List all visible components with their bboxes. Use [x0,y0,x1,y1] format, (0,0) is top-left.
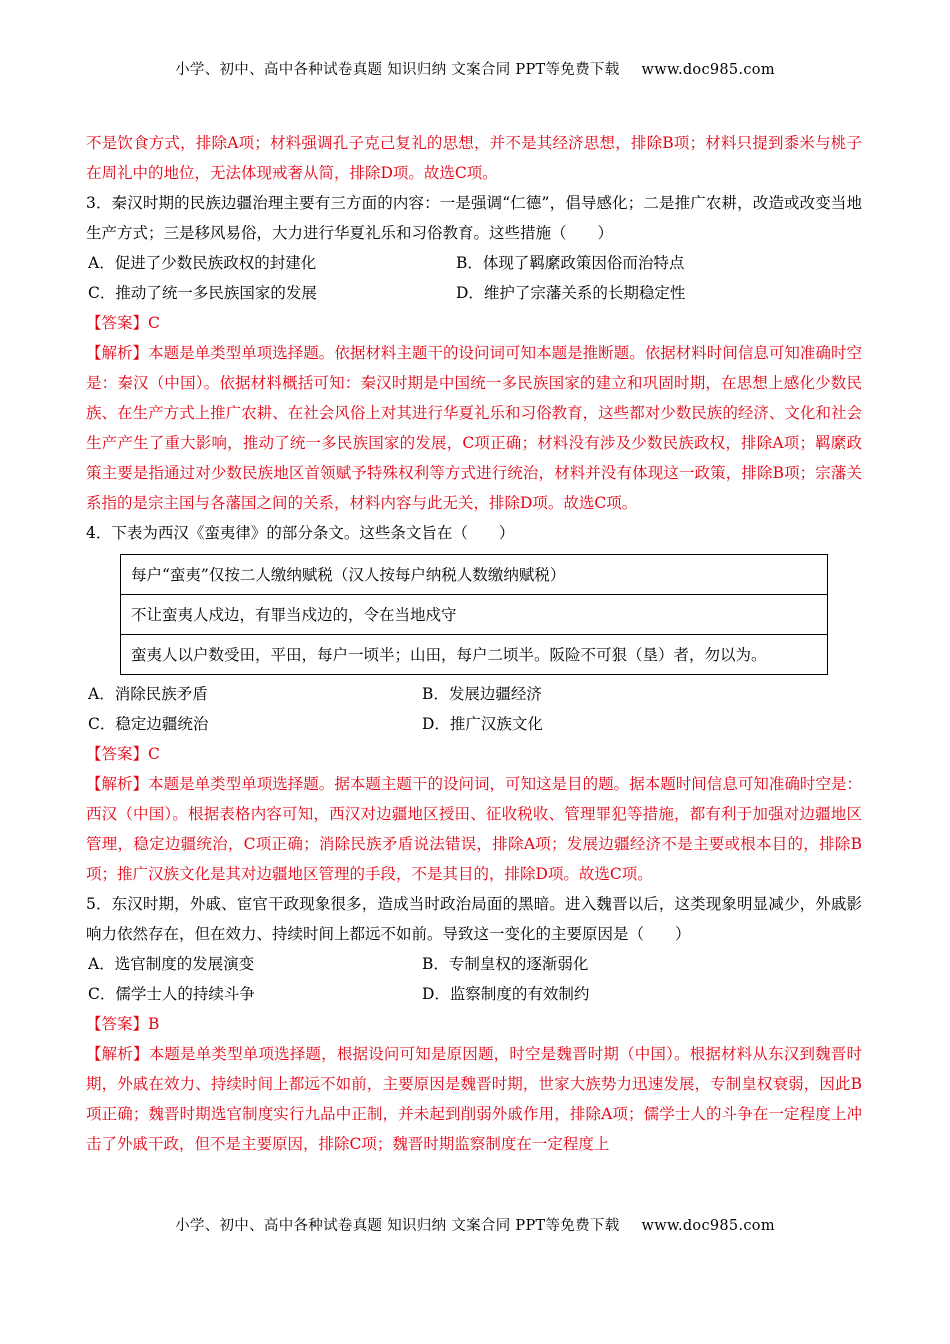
q4-answer: 【答案】C [86,745,160,763]
q5-option-b: B．专制皇权的逐渐弱化 [422,955,589,973]
q5-option-c: C．儒学士人的持续斗争 [88,985,255,1003]
q3-answer: 【答案】C [86,314,160,332]
table-cell: 不让蛮夷人戍边，有罪当戍边的，令在当地戍守 [121,595,828,635]
page-header [0,58,950,79]
q5-option-a: A．选官制度的发展演变 [88,955,255,973]
q4-law-table [120,554,828,675]
q4-options-row-2 [86,709,862,739]
q4-options-row-1 [86,679,862,709]
q3-option-d: D．维护了宗藩关系的长期稳定性 [456,284,686,302]
q4-analysis: 【解析】本题是单类型单项选择题。据本题主题干的设问词，可知这是目的题。据本题时间信息可知准确时空是：西汉（中国）。根据表格内容可知，西汉对边疆地区授田、征收税收、管理罪犯等措施，都有利于加强对边疆地区管理，稳定边疆统治，C项正确；消除民族矛盾说法错误，排除A项；发展边疆经济不是主要或根本目的，排除B项；推广汉族文化是其对边疆地区管理的手段，不是其目的，排除D项。故选C项。 [86,775,862,883]
q4-stem: 4．下表为西汉《蛮夷律》的部分条文。这些条文旨在（ ） [86,524,515,542]
table-cell: 每户“蛮夷”仅按二人缴纳赋税（汉人按每户纳税人数缴纳赋税） [121,555,828,595]
footer-site-link[interactable]: www.doc985.com [641,1218,775,1234]
q3-options-row-2 [86,278,862,308]
q3-option-c: C．推动了统一多民族国家的发展 [88,284,317,302]
q3-option-a: A．促进了少数民族政权的封建化 [88,254,317,272]
q5-options-row-2 [86,979,862,1009]
footer-text: 小学、初中、高中各种试卷真题 知识归纳 文案合同 PPT等免费下载 [175,1218,620,1234]
q4-option-b: B．发展边疆经济 [422,685,542,703]
header-text: 小学、初中、高中各种试卷真题 知识归纳 文案合同 PPT等免费下载 [175,62,620,78]
table-cell: 蛮夷人以户数受田，平田，每户一顷半；山田，每户二顷半。阪险不可狠（垦）者，勿以为。 [121,635,828,675]
q3-options-row-1 [86,248,862,278]
header-site-link[interactable]: www.doc985.com [641,62,775,78]
q5-options-row-1 [86,949,862,979]
table-row [121,595,828,635]
q5-stem: 5．东汉时期，外戚、宦官干政现象很多，造成当时政治局面的黑暗。进入魏晋以后，这类现象明显减少，外戚影响力依然存在，但在效力、持续时间上都远不如前。导致这一变化的主要原因是（ ） [86,895,862,943]
page-footer [0,1214,950,1235]
document-body [86,128,862,1159]
q4-option-a: A．消除民族矛盾 [88,685,208,703]
table-row [121,635,828,675]
q5-answer: 【答案】B [86,1015,160,1033]
table-row [121,555,828,595]
q3-stem: 3．秦汉时期的民族边疆治理主要有三方面的内容：一是强调“仁德”，倡导感化；二是推广农耕，改造或改变当地生产方式；三是移风易俗，大力进行华夏礼乐和习俗教育。这些措施（ ） [86,194,862,242]
q3-analysis: 【解析】本题是单类型单项选择题。依据材料主题干的设问词可知本题是推断题。依据材料时间信息可知准确时空是：秦汉（中国）。依据材料概括可知：秦汉时期是中国统一多民族国家的建立和巩固时期，在思想上感化少数民族、在生产方式上推广农耕、在社会风俗上对其进行华夏礼乐和习俗教育，这些都对少数民族的经济、文化和社会生产产生了重大影响，推动了统一多民族国家的发展，C项正确；材料没有涉及少数民族政权，排除A项；羁縻政策主要是指通过对少数民族地区首领赋予特殊权利等方式进行统治，材料并没有体现这一政策，排除B项；宗藩关系指的是宗主国与各藩国之间的关系，材料内容与此无关，排除D项。故选C项。 [86,344,862,512]
q2-analysis-continued: 不是饮食方式，排除A项；材料强调孔子克己复礼的思想，并不是其经济思想，排除B项；材料只提到黍米与桃子在周礼中的地位，无法体现戒奢从简，排除D项。故选C项。 [86,134,862,182]
q5-analysis: 【解析】本题是单类型单项选择题，根据设问可知是原因题，时空是魏晋时期（中国）。根据材料从东汉到魏晋时期，外戚在效力、持续时间上都远不如前，主要原因是魏晋时期，世家大族势力迅速发展，专制皇权衰弱，因此B项正确；魏晋时期选官制度实行九品中正制，并未起到削弱外戚作用，排除A项；儒学士人的斗争在一定程度上冲击了外戚干政，但不是主要原因，排除C项；魏晋时期监察制度在一定程度上 [86,1045,862,1153]
q4-option-c: C．稳定边疆统治 [88,715,209,733]
q5-option-d: D．监察制度的有效制约 [422,985,590,1003]
q3-option-b: B．体现了羁縻政策因俗而治特点 [456,254,685,272]
q4-option-d: D．推广汉族文化 [422,715,543,733]
